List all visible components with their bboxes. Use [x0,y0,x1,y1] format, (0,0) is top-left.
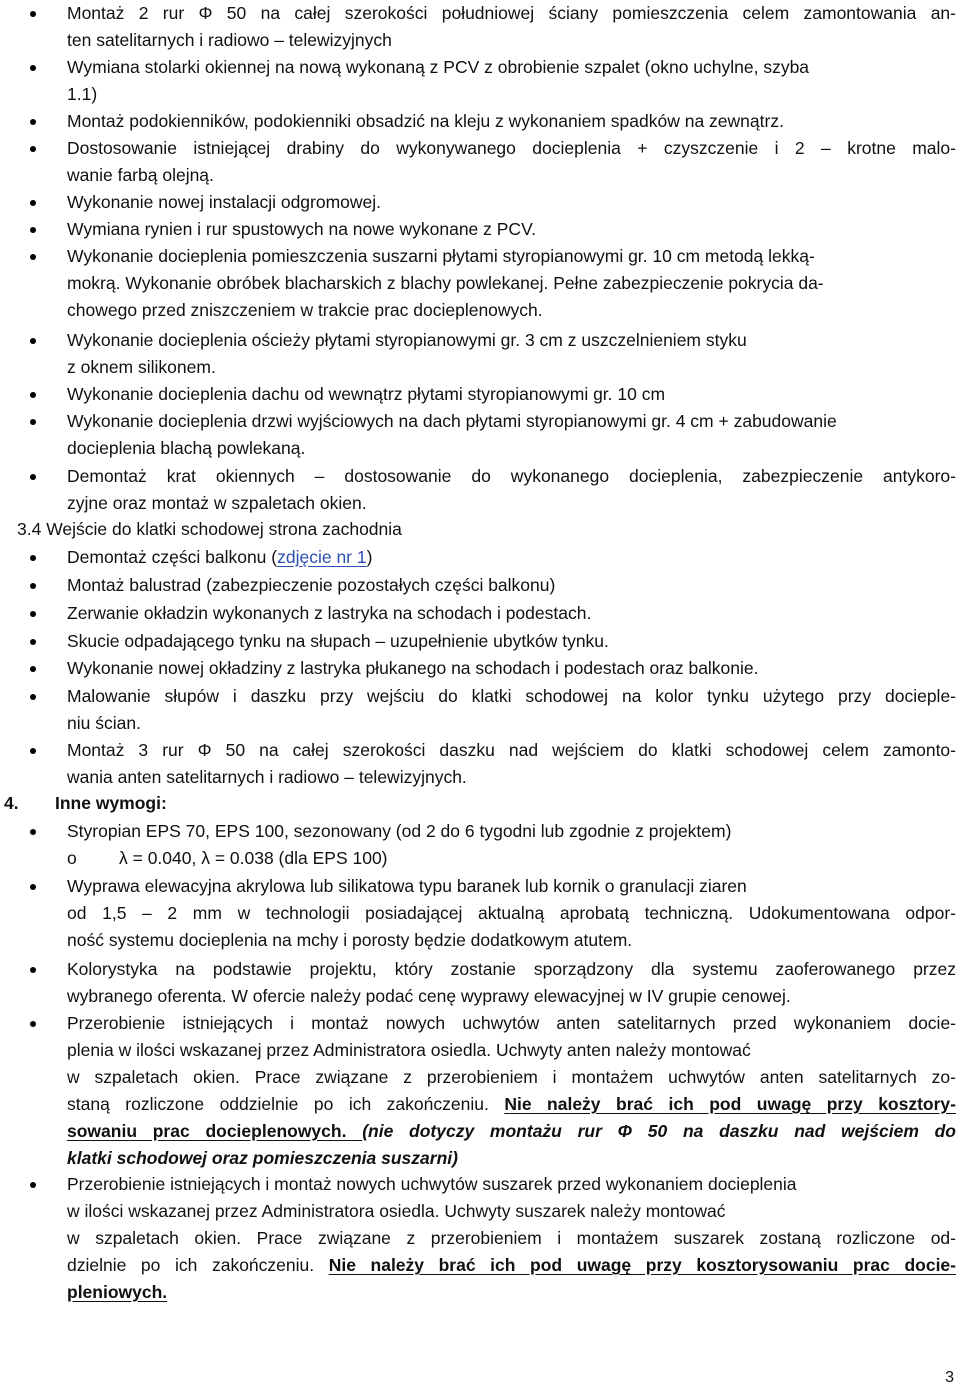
text-line: w szpaletach okien. Prace związane z przerobieniem i montażem uchwytów anten satelitarnych zo- [67,1067,956,1087]
list-item [67,1010,956,1172]
text-line: dzielnie po ich zakończeniu. Nie należy brać ich pod uwagę przy kosztorysowaniu prac docie- [67,1255,956,1275]
list-item [67,572,956,599]
text-line: Montaż balustrad (zabezpieczenie pozostałych części balkonu) [67,575,556,595]
text-line: Malowanie słupów i daszku przy wejściu do klatki schodowej na kolor tynku użytego przy docieple- [67,686,956,706]
sub-item: o λ = 0.040, λ = 0.038 (dla EPS 100) [67,848,388,868]
text-line: w ilości wskazanej przez Administratora osiedla. Uchwyty suszarek należy montować [67,1201,726,1221]
text-line: Przerobienie istniejących i montaż nowych uchwytów suszarek przed wykonaniem docieplenia [67,1174,797,1194]
list-item [67,655,956,682]
photo-link[interactable]: zdjęcie nr 1 [277,547,367,567]
text-line: Montaż 3 rur Φ 50 na całej szerokości daszku nad wejściem do klatki schodowej celem zamonto- [67,740,956,760]
text-line: chowego przed zniszczeniem w trakcie prac docieplenowych. [67,300,543,320]
text-line: Dostosowanie istniejącej drabiny do wykonywanego docieplenia + czyszczenie i 2 – krotne malo- [67,138,956,158]
list-item [67,956,956,1010]
text-line: Wykonanie docieplenia ościeży płytami styropianowymi gr. 3 cm z uszczelnieniem styku [67,330,747,350]
page-number: 3 [945,1369,954,1386]
text-line: wanie farbą olejną. [67,165,214,185]
text-line: wania anten satelitarnych i radiowo – telewizyjnych. [67,767,467,787]
list-item [67,381,956,408]
section-heading: Inne wymogi: [55,793,167,813]
section-heading: 3.4 Wejście do klatki schodowej strona zachodnia [17,519,402,539]
text-line: Styropian EPS 70, EPS 100, sezonowany (od 2 do 6 tygodni lub zgodnie z projektem) [67,821,732,841]
text-line: Demontaż krat okiennych – dostosowanie do wykonanego docieplenia, zabezpieczenie antykoro- [67,466,956,486]
text-line: 1.1) [67,84,98,104]
list-item [67,216,956,243]
list-item [67,243,956,324]
text-line: Wykonanie docieplenia dachu od wewnątrz płytami styropianowymi gr. 10 cm [67,384,666,404]
text-line: Wykonanie nowej okładziny z lastryka płukanego na schodach i podestach oraz balkonie. [67,658,759,678]
text-line: ność systemu docieplenia na mchy i porosty będzie dodatkowym atutem. [67,930,633,950]
list-item [67,135,956,189]
text-line: staną rozliczone oddzielnie po ich zakończeniu. Nie należy brać ich pod uwagę przy kosztory- [67,1094,956,1114]
list-item [67,818,956,872]
list-item [67,683,956,737]
list-item [67,54,956,108]
text-line: docieplenia blachą powlekaną. [67,438,306,458]
list-item [67,1171,956,1306]
text-line: zyjne oraz montaż w szpaletach okien. [67,493,367,513]
text-line: plenia w ilości wskazanej przez Administratora osiedla. Uchwyty anten należy montować [67,1040,751,1060]
text-line: Montaż 2 rur Φ 50 na całej szerokości południowej ściany pomieszczenia celem zamontowania an- [67,3,956,23]
text-line: w szpaletach okien. Prace związane z przerobieniem i montażem suszarek zostaną rozliczone od- [67,1228,956,1248]
list-item [67,189,956,216]
text-line: Przerobienie istniejących i montaż nowych uchwytów anten satelitarnych przed wykonaniem docie- [67,1013,956,1033]
text-line: z oknem silikonem. [67,357,216,377]
list-item [67,108,956,135]
text-line: Kolorystyka na podstawie projektu, który zostanie sporządzony dla systemu zaoferowanego przez [67,959,956,979]
text-line: wybranego oferenta. W ofercie należy podać cenę wyprawy elewacyjnej w IV grupie cenowej. [67,986,791,1006]
text-line: Wykonanie nowej instalacji odgromowej. [67,192,382,212]
list-item [67,544,956,571]
text-line: sowaniu prac docieplenowych. (nie dotyczy montażu rur Φ 50 na daszku nad wejściem do [67,1121,956,1141]
list-item [67,408,956,462]
text-line: Wymiana stolarki okiennej na nową wykonaną z PCV z obrobienie szpalet (okno uchylne, szyba [67,57,810,77]
list-item [67,737,956,791]
text-line: ten satelitarnych i radiowo – telewizyjnych [67,30,392,50]
text-line: Wykonanie docieplenia drzwi wyjściowych na dach płytami styropianowymi gr. 4 cm + zabudowanie [67,411,837,431]
text-line: klatki schodowej oraz pomieszczenia suszarni) [67,1148,458,1168]
text-line: Wykonanie docieplenia pomieszczenia suszarni płytami styropianowymi gr. 10 cm metodą lekką- [67,246,815,266]
text-line: Montaż podokienników, podokienniki obsadzić na kleju z wykonaniem spadków na zewnątrz. [67,111,784,131]
section-number: 4. [4,793,19,813]
list-item [67,327,956,381]
text-line: od 1,5 – 2 mm w technologii posiadającej aktualną aprobatą techniczną. Udokumentowana odpor- [67,903,956,923]
list-item [67,463,956,517]
text-line: Wyprawa elewacyjna akrylowa lub silikatowa typu baranek lub kornik o granulacji ziaren [67,876,747,896]
text-line: Zerwanie okładzin wykonanych z lastryka na schodach i podestach. [67,603,592,623]
text-line: Wymiana rynien i rur spustowych na nowe wykonane z PCV. [67,219,536,239]
text-line: Skucie odpadającego tynku na słupach – uzupełnienie ubytków tynku. [67,631,609,651]
text-line: Demontaż części balkonu (zdjęcie nr 1) [67,547,373,567]
list-item [67,600,956,627]
text-line: mokrą. Wykonanie obróbek blacharskich z blachy powlekanej. Pełne zabezpieczenie pokrycia da- [67,273,824,293]
list-item [67,873,956,954]
list-item [67,628,956,655]
text-line: niu ścian. [67,713,141,733]
list-item [67,0,956,54]
text-line: pleniowych. [67,1282,168,1302]
